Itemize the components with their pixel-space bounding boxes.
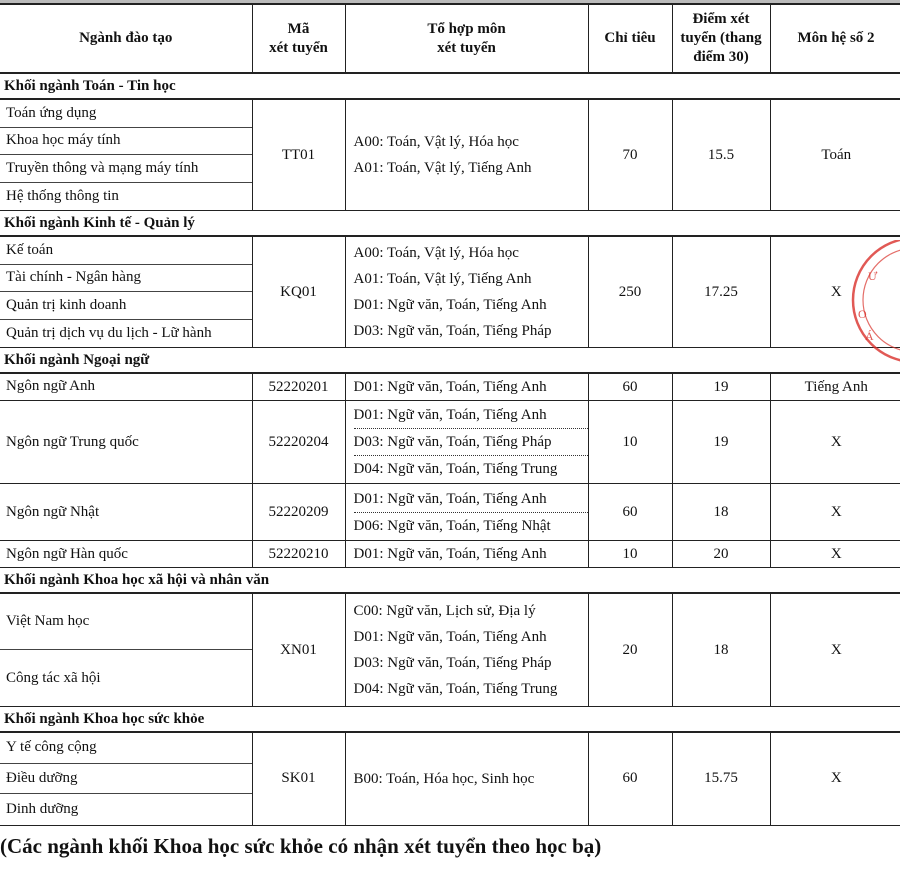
subject-combo: A01: Toán, Vật lý, Tiếng Anh — [353, 160, 532, 176]
subject-combo: D03: Ngữ văn, Toán, Tiếng Pháp — [354, 429, 588, 456]
section-row — [0, 348, 900, 374]
admission-table — [0, 3, 900, 826]
svg-text:O: O — [858, 307, 867, 321]
table-row — [0, 99, 900, 211]
svg-text:Ư: Ư — [868, 269, 878, 283]
major-name: Quản trị dịch vụ du lịch - Lữ hành — [6, 324, 212, 341]
subject-combo: D01: Ngữ văn, Toán, Tiếng Anh — [353, 297, 547, 313]
major-name: Kế toán — [0, 237, 252, 265]
major-name: Truyền thông và mạng máy tính — [0, 155, 252, 183]
coef-subject-cell: X — [770, 541, 900, 568]
header-diem: Điểm xét tuyển (thang điểm 30) — [672, 4, 770, 73]
quota-cell: 10 — [588, 541, 672, 568]
code-cell: SK01 — [252, 732, 345, 825]
majors-cell — [0, 541, 252, 568]
subject-combo: D01: Ngữ văn, Toán, Tiếng Anh — [353, 546, 547, 562]
majors-cell — [0, 732, 252, 825]
table-row — [0, 541, 900, 568]
subject-combo: D01: Ngữ văn, Toán, Tiếng Anh — [353, 629, 547, 645]
subject-combo: A00: Toán, Vật lý, Hóa học — [353, 134, 519, 150]
subject-combo: D01: Ngữ văn, Toán, Tiếng Anh — [354, 402, 588, 429]
table-row — [0, 401, 900, 484]
section-row — [0, 568, 900, 594]
coef-subject-cell: X — [770, 484, 900, 541]
major-name: Dinh dưỡng — [6, 801, 79, 818]
code-cell: XN01 — [252, 593, 345, 707]
subject-combo: A00: Toán, Vật lý, Hóa học — [353, 245, 519, 261]
majors-cell — [0, 593, 252, 707]
coef-subject-cell: X — [770, 732, 900, 825]
section-row — [0, 707, 900, 733]
table-row — [0, 484, 900, 541]
combos-cell — [345, 401, 588, 484]
code-cell: 52220204 — [252, 401, 345, 484]
svg-text:Á: Á — [865, 329, 874, 343]
header-tohop: Tổ hợp môn xét tuyển — [345, 4, 588, 73]
major-name: Công tác xã hội — [6, 669, 101, 686]
header-row — [0, 4, 900, 73]
section-title: Khối ngành Khoa học xã hội và nhân văn — [0, 568, 900, 594]
quota-cell: 20 — [588, 593, 672, 707]
major-name: Điều dưỡng — [0, 764, 252, 795]
code-cell: TT01 — [252, 99, 345, 211]
section-title: Khối ngành Ngoại ngữ — [0, 348, 900, 374]
major-name: Khoa học máy tính — [0, 128, 252, 156]
major-name: Quản trị kinh doanh — [0, 292, 252, 320]
score-cell: 17.25 — [672, 236, 770, 348]
major-name: Việt Nam học — [0, 594, 252, 650]
section-title: Khối ngành Khoa học sức khỏe — [0, 707, 900, 733]
header-chitieu: Chỉ tiêu — [588, 4, 672, 73]
combos-cell — [345, 593, 588, 707]
major-name: Tài chính - Ngân hàng — [0, 265, 252, 293]
major-name: Y tế công cộng — [0, 733, 252, 764]
subject-combo: B00: Toán, Hóa học, Sinh học — [353, 770, 535, 787]
score-cell: 18 — [672, 484, 770, 541]
code-cell: 52220201 — [252, 373, 345, 401]
quota-cell: 10 — [588, 401, 672, 484]
score-cell: 20 — [672, 541, 770, 568]
combos-cell — [345, 541, 588, 568]
subject-combo: D04: Ngữ văn, Toán, Tiếng Trung — [353, 461, 558, 477]
coef-subject-cell: X — [770, 593, 900, 707]
section-row — [0, 211, 900, 237]
quota-cell: 250 — [588, 236, 672, 348]
combos-cell — [345, 99, 588, 211]
subject-combo: D01: Ngữ văn, Toán, Tiếng Anh — [353, 379, 547, 395]
majors-cell — [0, 236, 252, 348]
combos-cell — [345, 732, 588, 825]
coef-subject-cell: X — [770, 401, 900, 484]
combos-cell — [345, 236, 588, 348]
table-row — [0, 373, 900, 401]
quota-cell: 70 — [588, 99, 672, 211]
subject-combo: D03: Ngữ văn, Toán, Tiếng Pháp — [353, 323, 552, 339]
quota-cell: 60 — [588, 484, 672, 541]
subject-combo: D06: Ngữ văn, Toán, Tiếng Nhật — [353, 517, 551, 534]
major-name: Toán ứng dụng — [0, 100, 252, 128]
header-ma: Mã xét tuyển — [252, 4, 345, 73]
major-name: Ngôn ngữ Nhật — [6, 503, 100, 520]
section-row — [0, 73, 900, 99]
section-title: Khối ngành Toán - Tin học — [0, 73, 900, 99]
table-row — [0, 236, 900, 348]
subject-combo: D03: Ngữ văn, Toán, Tiếng Pháp — [353, 655, 552, 671]
score-cell: 19 — [672, 373, 770, 401]
coef-subject-cell: Toán — [770, 99, 900, 211]
majors-cell — [0, 401, 252, 484]
header-nganh: Ngành đào tạo — [0, 4, 252, 73]
subject-combo: D01: Ngữ văn, Toán, Tiếng Anh — [354, 486, 588, 513]
table-row — [0, 732, 900, 825]
section-title: Khối ngành Kinh tế - Quản lý — [0, 211, 900, 237]
score-cell: 15.5 — [672, 99, 770, 211]
major-name: Ngôn ngữ Anh — [6, 377, 95, 394]
score-cell: 15.75 — [672, 732, 770, 825]
combos-cell — [345, 373, 588, 401]
score-cell: 18 — [672, 593, 770, 707]
majors-cell — [0, 373, 252, 401]
red-stamp-seal — [840, 240, 900, 380]
coef-subject-cell: X — [770, 236, 900, 348]
combos-cell — [345, 484, 588, 541]
code-cell: 52220209 — [252, 484, 345, 541]
major-name: Hệ thống thông tin — [6, 187, 119, 204]
majors-cell — [0, 484, 252, 541]
table-row — [0, 593, 900, 707]
major-name: Ngôn ngữ Hàn quốc — [6, 545, 128, 562]
quota-cell: 60 — [588, 732, 672, 825]
subject-combo: C00: Ngữ văn, Lịch sử, Địa lý — [353, 603, 536, 619]
subject-combo: D04: Ngữ văn, Toán, Tiếng Trung — [353, 681, 558, 697]
coef-subject-cell: Tiếng Anh — [770, 373, 900, 401]
major-name: Ngôn ngữ Trung quốc — [6, 433, 139, 450]
header-monheso: Môn hệ số 2 — [770, 4, 900, 73]
footnote: (Các ngành khối Khoa học sức khỏe có nhận xét tuyển theo học bạ) — [0, 834, 602, 858]
code-cell: KQ01 — [252, 236, 345, 348]
subject-combo: A01: Toán, Vật lý, Tiếng Anh — [353, 271, 532, 287]
majors-cell — [0, 99, 252, 211]
code-cell: 52220210 — [252, 541, 345, 568]
score-cell: 19 — [672, 401, 770, 484]
quota-cell: 60 — [588, 373, 672, 401]
